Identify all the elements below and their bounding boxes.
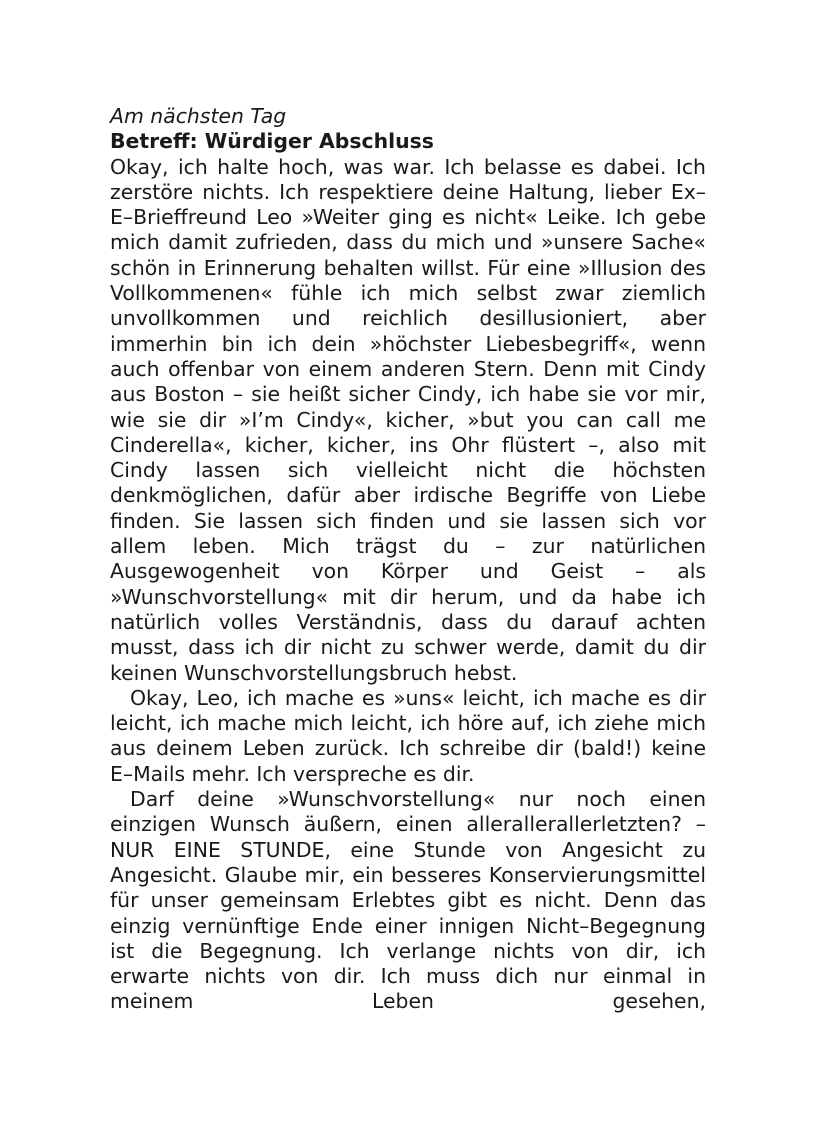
body-paragraph-2: Okay, Leo, ich mache es »uns« leicht, ich mache es dir leicht, ich mache mich leicht, ich höre auf, ich ziehe mich aus deinem Leben zurück. Ich schreibe dir (bald!) keine E–Mails mehr. Ich verspreche es dir. bbox=[110, 685, 706, 786]
body-paragraph-1: Okay, ich halte hoch, was war. Ich belasse es dabei. Ich zerstöre nichts. Ich respektiere deine Haltung, lieber Ex–E–Brieffreund Leo »Weiter ging es nicht« Leike. Ich gebe mich damit zufrieden, dass du mich und »unsere Sache« schön in Erinnerung behalten willst. Für eine »Illusion des Vollkommenen« fühle ich mich selbst zwar ziemlich unvollkommen und reichlich desillusioniert, aber immerhin bin ich dein »höchster Liebesbegriff«, wenn auch offenbar von einem anderen Stern. Denn mit Cindy aus Boston – sie heißt sicher Cindy, ich habe sie vor mir, wie sie dir »I’m Cindy«, kicher, »but you can call me Cinderella«, kicher, kicher, ins Ohr flüstert –, also mit Cindy lassen sich vielleicht nicht die höchsten denkmöglichen, dafür aber irdische Begriffe von Liebe finden. Sie lassen sich finden und sie lassen sich vor allem leben. Mich trägst du – zur natürlichen Ausgewogenheit von Körper und Geist – als »Wunschvorstellung« mit dir herum, und da habe ich natürlich volles Verständnis, dass du darauf achten musst, dass ich dir nicht zu schwer werde, damit du dir keinen Wunschvorstellungsbruch hebst. bbox=[110, 154, 706, 685]
date-heading: Am nächsten Tag bbox=[110, 104, 287, 128]
email-subject: Betreff: Würdiger Abschluss bbox=[110, 129, 434, 154]
document-page bbox=[110, 104, 706, 1015]
body-paragraph-3: Darf deine »Wunschvorstellung« nur noch einen einzigen Wunsch äußern, einen allerallerallerletzten? – NUR EINE STUNDE, eine Stunde von Angesicht zu Angesicht. Glaube mir, ein besseres Konservierungsmittel für unser gemeinsam Erlebtes gibt es nicht. Denn das einzig vernünftige Ende einer innigen Nicht–Begegnung ist die Begegnung. Ich verlange nichts von dir, ich erwarte nichts von dir. Ich muss dich nur einmal in meinem Leben gesehen, bbox=[110, 787, 706, 1014]
